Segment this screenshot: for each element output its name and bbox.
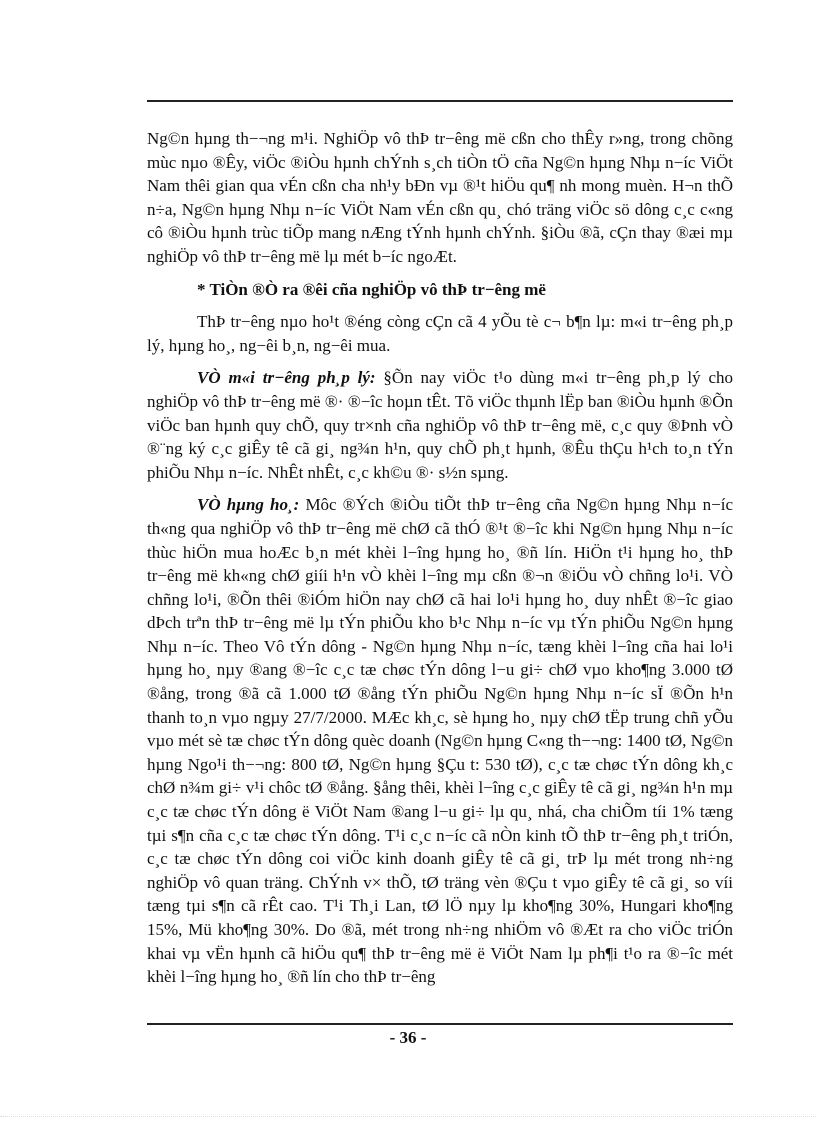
paragraph-4-body: Môc ®Ých ®iÒu tiÕt thÞ tr−êng cña Ng©n hµng Nhµ n−íc th«ng qua nghiÖp vô thÞ tr−êng më chØ cã thÓ ®¹t ®−îc khi Ng©n hµng Nhµ n−íc thùc hiÖn mua hoÆc b¸n mét khèi l−îng hµng ho¸ ®ñ lín. HiÖn t¹i hµng ho¸ thÞ tr−êng më kh«ng chØ giíi h¹n vÒ khèi l−îng mµ cßn ®¬n ®iÖu vÒ chñng lo¹i. VÒ chñng lo¹i, ®Õn thêi ®iÓm hiÖn nay chØ cã hai lo¹i hµng ho¸ duy nhÊt ®−îc giao dÞch trªn thÞ tr−êng më lµ tÝn phiÕu kho b¹c Nhµ n−íc vµ tÝn phiÕu Ng©n hµng Nhµ n−íc. Theo Vô tÝn dông - Ng©n hµng Nhµ n−íc, tæng khèi l−îng cña hai lo¹i hµng ho¸ nµy ®ang ®−îc c¸c tæ chøc tÝn dông l−u gi÷ chØ vµo kho¶ng 3.000 tØ ®ång, trong ®ã cã 1.000 tØ ®ång tÝn phiÕu Ng©n hµng Nhµ n−íc sÏ ®Õn h¹n thanh to¸n vµo ngµy 27/7/2000. MÆc kh¸c, sè hµng ho¸ nµy chØ tËp trung chñ yÕu vµo mét sè tæ chøc tÝn dông quèc doanh (Ng©n hµng C«ng th−¬ng: 1400 tØ, Ng©n hµng Ngo¹i th−¬ng: 800 tØ, Ng©n hµng §Çu t: 530 tØ), c¸c tæ chøc tÝn dông kh¸c chØ n¾m gi÷ v¹i chôc tØ ®ång. §ång thêi, khèi l−îng c¸c giÊy tê cã gi¸ ng¾n h¹n mµ c¸c tæ chøc tÝn dông ë ViÖt Nam ®ang l−u gi÷ lµ qu¸ nhá, cha chiÕm tíi 1% tæng tµi s¶n cña c¸c tæ chøc tÝn dông. T¹i c¸c n−íc cã nÒn kinh tÕ thÞ tr−êng ph¸t triÓn, c¸c tæ chøc tÝn dông coi viÖc kinh doanh giÊy tê cã gi¸ trÞ lµ mét trong nh÷ng nghiÖp vô quan träng. ChÝnh v× thÕ, tØ träng vèn ®Çu t vµo giÊy tê cã gi¸ so víi tæng tµi s¶n cã rÊt cao. T¹i Th¸i Lan, tØ lÖ nµy lµ kho¶ng 30%, Hungari kho¶ng 15%, Mü kho¶ng 30%. Do ®ã, mét trong nh÷ng nhiÖm vô ®Æt ra cho viÖc triÓn khai vµ vËn hµnh cã hiÖu qu¶ thÞ tr−êng më ë ViÖt Nam lµ ph¶i t¹o ra ®−îc mét khèi l−îng hµng ho¸ ®ñ lín cho thÞ tr−êng bbox=[147, 495, 733, 987]
paragraph-4-lead: VÒ hµng ho¸: bbox=[197, 495, 300, 515]
paragraph-3 bbox=[147, 366, 733, 484]
page-number: - 36 - bbox=[389, 1028, 427, 1047]
paragraph-2: ThÞ tr−êng nµo ho¹t ®éng còng cÇn cã 4 yÕu tè c¬ b¶n lµ: m«i tr−êng ph¸p lý, hµng ho¸, ng−êi b¸n, ng−êi mua. bbox=[147, 312, 733, 355]
paragraph-4 bbox=[147, 493, 733, 988]
paragraph-1: Ng©n hµng th−¬ng m¹i. NghiÖp vô thÞ tr−êng më cßn cho thÊy r»ng, trong chõng mùc nµo ®Êy, viÖc ®iÒu hµnh chÝnh s¸ch tiÒn tÖ cña Ng©n hµng Nhµ n−íc ViÖt Nam thêi gian qua vÉn cßn cha nh¹y bÐn vµ ®¹t hiÖu qu¶ nh mong muèn. H¬n thÕ n÷a, Ng©n hµng Nhµ n−íc ViÖt Nam vÉn cßn qu¸ chó träng viÖc sö dông c¸c c«ng cô ®iÒu hµnh trùc tiÕp mang nÆng tÝnh hµnh chÝnh. §iÒu ®ã, cÇn thay ®æi mµ nghiÖp vô thÞ tr−êng më lµ mét b−íc ngoÆt. bbox=[147, 129, 733, 266]
header-rule bbox=[147, 100, 733, 102]
document-body bbox=[147, 127, 733, 998]
footer-rule bbox=[147, 1023, 733, 1025]
paragraph-3-body: §Õn nay viÖc t¹o dùng m«i tr−êng ph¸p lý cho nghiÖp vô thÞ tr−êng më ®· ®−îc hoµn tÊt. Tõ viÖc thµnh lËp ban ®iÒu hµnh ®Õn viÖc ban hµnh quy chÕ, quy tr×nh cña nghiÖp vô thÞ tr−êng më, c¸c quy ®Þnh vÒ ®¨ng ký c¸c giÊy tê cã gi¸ ng¾n h¹n, quy chÕ ph¸t hµnh, ®Êu thÇu h¹ch to¸n tÝn phiÕu Nhµ n−íc. NhÊt nhÊt, c¸c kh©u ®· s½n sµng. bbox=[147, 368, 733, 482]
page-bottom-border bbox=[0, 1116, 816, 1117]
paragraph-3-lead: VÒ m«i tr−êng ph¸p lý: bbox=[197, 368, 376, 388]
section-heading: * TiÒn ®Ò ra ®êi cña nghiÖp vô thÞ tr−êng më bbox=[197, 279, 546, 299]
